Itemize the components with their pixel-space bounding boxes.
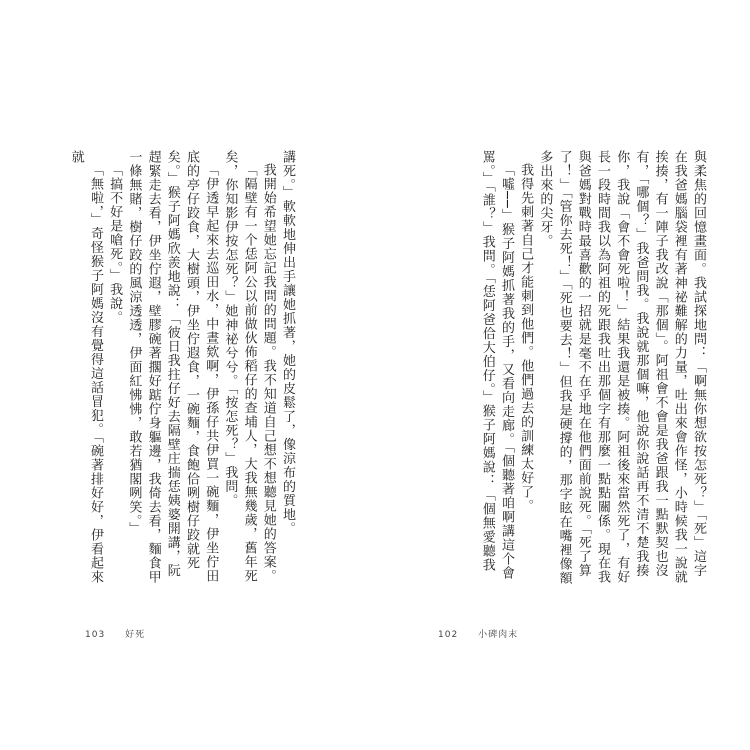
left-page-text: [68, 150, 297, 590]
paragraph: 「無啦，」奇怪猴子阿媽沒有覺得這話冒犯。「碗著排好好，伊看起來就: [68, 150, 103, 584]
page-number: 102: [438, 630, 459, 640]
left-page-footer: [85, 627, 161, 640]
paragraph: 「隔壁有一个恁阿公以前做伙佈稻仔的查埔人，大我無幾歲，舊年死矣，你知影伊按怎死？」她神祕兮兮。「按怎死？」我問。: [222, 150, 257, 583]
running-head: 小碑肉末: [478, 630, 519, 640]
running-head: 好死: [125, 630, 146, 640]
paragraph: 我得先刺著自己才能刺到他們。他們過去的訓練太好了。: [518, 163, 534, 513]
paragraph: 「伊透早起來去巡田水，中晝欸啊，伊孫仔共伊買一碗麵，伊坐佇田底的亭仔跤食，大樹頭，伊坐佇遐食，一碗麵，食飽佮咧樹仔跤就死矣。」猴子阿媽欣羨地說：「彼日我拄仔好去隔壁庄揣恁姨婆開講，阮趕緊走去看，伊坐佇遐，壁膠碗著擱好踮佇身軀邊，我倚去看，麵食甲一條無賭，樹仔跤的風涼透透，伊面紅怫怫，敢若猶閣咧笑。」: [126, 150, 219, 584]
paragraph: 我開始希望她忘記我問的問題。我不知道自己想不想聽見她的答案。: [260, 163, 276, 583]
paragraph: 「噓──」猴子阿媽抓著我的手，又看向走廊。「個聽著咱啊講這个會罵。」「誰？」我問。「恁阿爸佮大伯仔。」猴子阿媽說：「個無愛聽我: [479, 150, 514, 581]
paragraph: 講死。」軟軟地伸出手讓她抓著，她的皮鬆了，像涼布的質地。: [280, 150, 295, 536]
right-page-footer: [438, 627, 534, 640]
page-number: 103: [85, 630, 106, 640]
paragraph: 「搞不好是嗆死。」我說。: [107, 163, 123, 325]
paragraph: 與柔焦的回憶畫面。我試探地問：「啊無你想欲按怎死？」「死」這字在我爸媽腦袋裡有著神祕難解的力量，吐出來會作怪，小時候我一說就挨揍，有一陣子我改說「那個」。阿祖會不會是我爸跟我一點默契也沒有，「哪個？」我爸問我。我說就那個嘛，他說你說話再不清不楚我揍你，我說「會不會死啦！」結果我還是被揍。阿祖後來當然死了，有好長一段時間我以為阿祖的死跟我吐出那個字有那麼一點點關係。現在我與爸媽對戰時最喜歡的一招就是毫不在乎地在他們面前說死。「死了算了！」「管你去死！」「死也要去！」但我是硬撐的，那字眩在嘴裡像額多出來的尖牙。: [537, 150, 706, 585]
right-page-text: [438, 150, 708, 590]
